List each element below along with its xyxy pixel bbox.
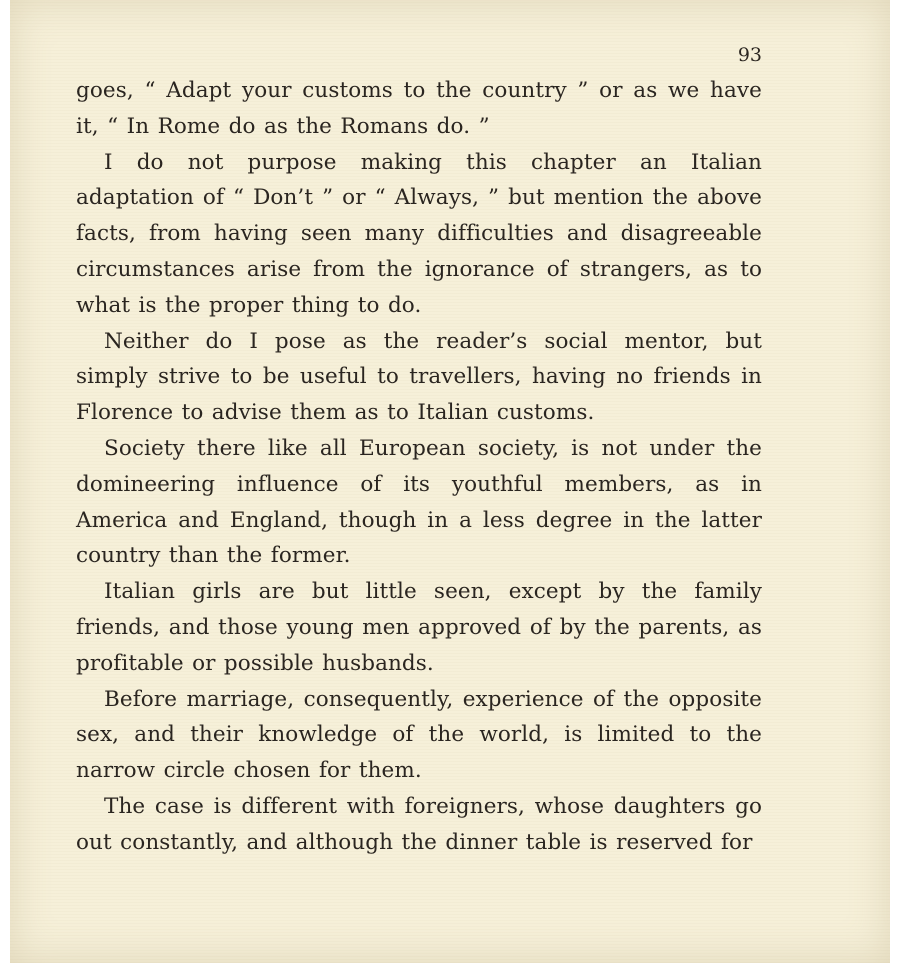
paragraph-continuation: goes, “ Adapt your customs to the country ” or as we have it, “ In Rome do as the Romans do. ” — [76, 78, 762, 139]
paragraph: Society there like all European society, is not under the domineering influence of its youthful members, as in America and England, though in a less degree in the latter country than the former. — [76, 435, 762, 569]
paragraph: The case is different with foreigners, whose daughters go out constantly, and although the dinner table is reserved for — [76, 793, 762, 855]
paragraph: Italian girls are but little seen, except by the family friends, and those young men approved of by the parents, as profitable or possible husbands. — [76, 579, 762, 676]
body-text — [76, 73, 762, 861]
paragraph: Before marriage, consequently, experience of the opposite sex, and their knowledge of the world, is limited to the narrow circle chosen for them. — [76, 686, 762, 784]
book-page — [10, 0, 890, 963]
paragraph: I do not purpose making this chapter an Italian adaptation of “ Don’t ” or “ Always, ” but mention the above facts, from having seen many difficulties and disagreeable circumstances arise from the ignorance of strangers, as to what is the proper thing to do. — [76, 149, 762, 318]
paragraph: Neither do I pose as the reader’s social mentor, but simply strive to be useful to travellers, having no friends in Florence to advise them as to Italian customs. — [76, 328, 762, 426]
page-number: 93 — [737, 44, 762, 66]
